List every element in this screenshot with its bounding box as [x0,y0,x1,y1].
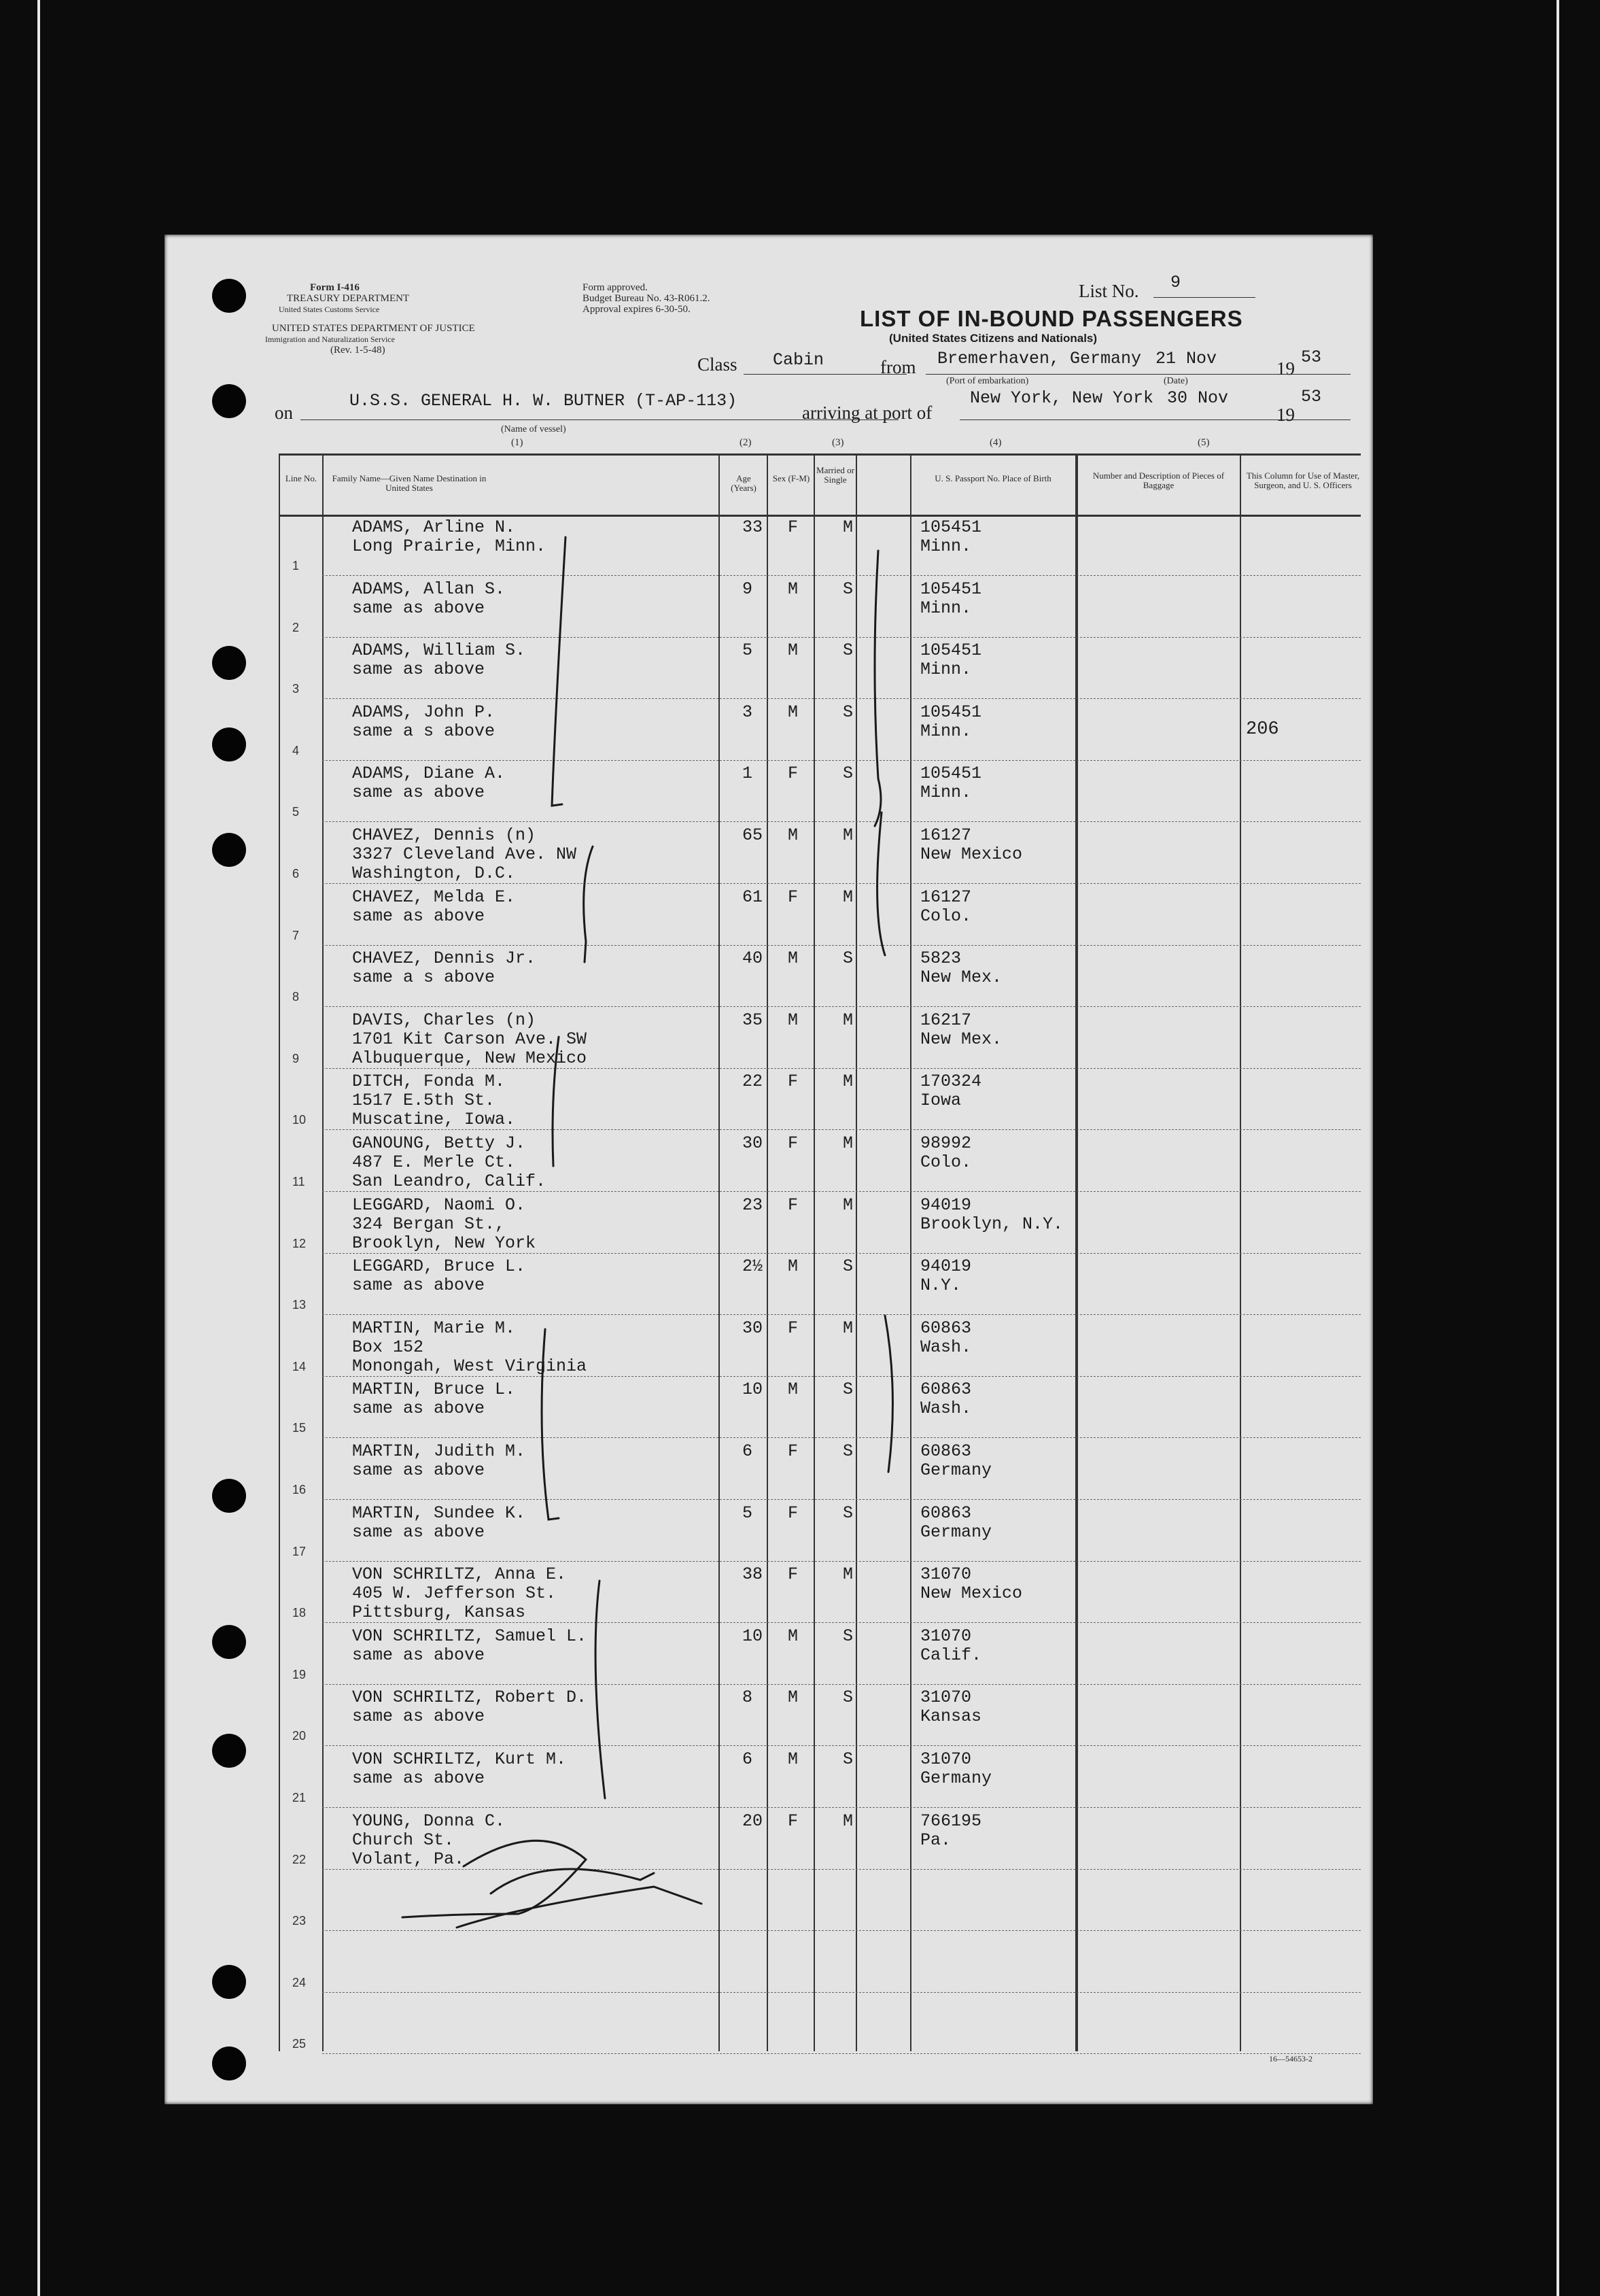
passenger-name: MARTIN, Bruce L. [352,1380,516,1399]
on-label: on [275,402,293,423]
age: 30 [742,1318,763,1338]
place-of-birth: Germany [920,1768,992,1788]
age: 10 [742,1626,763,1646]
passport-number: 5823 [920,948,962,968]
line-number: 2 [292,620,300,634]
passport-number: 60863 [920,1503,972,1523]
sex: M [788,1010,799,1030]
sex: M [788,1256,799,1276]
destination-address: 324 Bergan St., [352,1214,506,1234]
form-approved: Form approved. [582,282,648,293]
age: 5 [742,1503,753,1523]
passport-number: 105451 [920,640,982,660]
marital-status: M [843,1072,854,1091]
place-of-birth: New Mex. [920,967,1003,987]
age: 1 [742,764,753,783]
age: 35 [742,1010,763,1030]
handwritten-marks [164,235,1373,2104]
passport-number: 98992 [920,1133,972,1153]
sex: M [788,579,799,599]
destination-address: San Leandro, Calif. [352,1171,546,1191]
sex: F [788,1564,799,1584]
age: 38 [742,1564,763,1584]
line-number: 9 [292,1051,300,1065]
page-subtitle: (United States Citizens and Nationals) [889,332,1098,345]
sex: F [788,887,799,907]
column-number: (4) [990,437,1002,448]
line-number: 8 [292,989,300,1004]
passenger-name: ADAMS, Diane A. [352,764,506,783]
marital-status: M [843,1564,854,1584]
passport-number: 31070 [920,1564,972,1584]
embarkation-port: Bremerhaven, Germany [937,349,1142,369]
arrival-date: 30 Nov [1167,388,1229,408]
sex: M [788,1380,799,1399]
column-number: (5) [1198,437,1210,448]
destination-address: Box 152 [352,1337,424,1357]
age: 23 [742,1195,763,1215]
destination-address: 3327 Cleveland Ave. NW [352,844,577,864]
destination-address: 405 W. Jefferson St. [352,1583,557,1603]
sex: M [788,702,799,722]
column-number: (1) [511,437,523,448]
passport-number: 60863 [920,1380,972,1399]
sex: F [788,1503,799,1523]
passenger-name: ADAMS, John P. [352,702,495,722]
line-number: 17 [292,1544,307,1558]
destination-address: Monongah, West Virginia [352,1356,587,1376]
bracket-mark [584,846,593,962]
place-of-birth: Calif. [920,1645,982,1665]
age: 22 [742,1072,763,1091]
bracket-mark [595,1581,605,1798]
form-footer: 16—54653-2 [1269,2054,1312,2063]
customs-service: United States Customs Service [279,305,380,314]
passport-number: 105451 [920,579,982,599]
marital-status: M [843,1010,854,1030]
embarkation-date: 21 Nov [1155,349,1217,369]
passport-number: 16217 [920,1010,972,1030]
marital-status: S [843,1749,854,1769]
from-label: from [880,357,916,377]
line-number: 24 [292,1975,307,1989]
year-prefix-1: 19 [1276,358,1295,379]
column-header-married: Married or Single [816,465,854,485]
place-of-birth: New Mex. [920,1029,1003,1049]
sex: M [788,1687,799,1707]
line-number: 23 [292,1913,307,1927]
age: 30 [742,1133,763,1153]
date-caption: (Date) [1164,376,1188,386]
column-number: (3) [832,437,844,448]
marital-status: S [843,948,854,968]
sex: M [788,825,799,845]
line-number: 15 [292,1420,307,1435]
class-label: Class [697,354,737,375]
place-of-birth: Minn. [920,659,972,679]
marital-status: M [843,887,854,907]
destination-address: 1701 Kit Carson Ave. SW [352,1029,587,1049]
sex: F [788,1811,799,1831]
age: 20 [742,1811,763,1831]
list-no-label: List No. [1079,281,1139,301]
destination-address: same as above [352,906,485,926]
destination-address: same as above [352,1768,485,1788]
line-number: 20 [292,1728,307,1743]
film-edge-right [1556,0,1559,2296]
age: 6 [742,1749,753,1769]
column-header-age: Age (Years) [731,473,756,493]
sex: M [788,640,799,660]
marital-status: S [843,1626,854,1646]
passport-number: 31070 [920,1626,972,1646]
sex: F [788,1441,799,1461]
line-number: 7 [292,928,300,942]
line-number: 12 [292,1236,307,1250]
line-number: 16 [292,1482,307,1496]
bracket-mark [553,1037,559,1166]
class-value: Cabin [773,350,824,370]
sex: M [788,1749,799,1769]
passport-number: 31070 [920,1749,972,1769]
column-header-officers: This Column for Use of Master, Surgeon, and U. S. Officers [1246,470,1360,490]
destination-address: Church St. [352,1830,455,1850]
line-number: 22 [292,1852,307,1866]
approval-expires: Approval expires 6-30-50. [582,304,691,315]
destination-address: same as above [352,1645,485,1665]
place-of-birth: Minn. [920,598,972,618]
passenger-name: CHAVEZ, Dennis Jr. [352,948,536,968]
marital-status: S [843,1503,854,1523]
line-number: 11 [292,1174,305,1188]
revision: (Rev. 1-5-48) [330,345,385,356]
destination-address: same as above [352,659,485,679]
line-number: 14 [292,1359,307,1373]
column-header-name: Family Name—Given Name Destination in United States [332,473,487,493]
place-of-birth: Colo. [920,906,972,926]
destination-address: Pittsburg, Kansas [352,1603,526,1622]
column-header-sex: Sex (F-M) [772,473,810,483]
line-number: 13 [292,1297,307,1312]
place-of-birth: New Mexico [920,844,1023,864]
line-number: 19 [292,1667,307,1681]
destination-address: 1517 E.5th St. [352,1091,495,1110]
marital-status: S [843,1380,854,1399]
place-of-birth: Minn. [920,783,972,802]
age: 6 [742,1441,753,1461]
line-number: 5 [292,804,300,819]
passenger-name: MARTIN, Marie M. [352,1318,516,1338]
bracket-mark [552,537,566,806]
line-number: 4 [292,743,300,757]
passport-number: 94019 [920,1195,972,1215]
sex: F [788,1318,799,1338]
place-of-birth: Wash. [920,1337,972,1357]
place-of-birth: New Mexico [920,1583,1023,1603]
passenger-name: DITCH, Fonda M. [352,1072,506,1091]
passenger-name: VON SCHRILTZ, Anna E. [352,1564,567,1584]
passenger-name: MARTIN, Sundee K. [352,1503,526,1523]
destination-address: Volant, Pa. [352,1849,465,1869]
place-of-birth: Brooklyn, N.Y. [920,1214,1064,1234]
marital-status: M [843,1811,854,1831]
passport-number: 60863 [920,1318,972,1338]
bracket-mark [877,812,885,955]
marital-status: S [843,764,854,783]
age: 5 [742,640,753,660]
bracket-mark [885,1316,892,1472]
destination-address: same as above [352,1399,485,1418]
sex: F [788,517,799,537]
passenger-name: VON SCHRILTZ, Samuel L. [352,1626,587,1646]
marital-status: M [843,1318,854,1338]
immigration-service: Immigration and Naturalization Service [265,335,395,344]
line-number: 1 [292,558,300,572]
marital-status: S [843,579,854,599]
place-of-birth: Pa. [920,1830,952,1850]
bracket-mark [542,1329,559,1520]
passport-number: 16127 [920,825,972,845]
marital-status: M [843,517,854,537]
film-edge-left [37,0,40,2296]
column-header-passport: U. S. Passport No. Place of Birth [935,473,1051,483]
year-prefix-2: 19 [1276,405,1295,425]
passenger-name: CHAVEZ, Melda E. [352,887,516,907]
place-of-birth: Iowa [920,1091,962,1110]
line-number: 25 [292,2036,307,2051]
vessel-caption: (Name of vessel) [501,424,566,434]
line-number: 21 [292,1790,307,1804]
year-2: 53 [1301,387,1322,407]
marital-status: S [843,1256,854,1276]
place-of-birth: Germany [920,1522,992,1542]
line-number: 10 [292,1112,307,1127]
place-of-birth: Kansas [920,1707,982,1726]
passport-number: 766195 [920,1811,982,1831]
page-title: LIST OF IN-BOUND PASSENGERS [860,306,1243,331]
arrival-port: New York, New York [970,388,1154,408]
passport-number: 94019 [920,1256,972,1276]
line-number: 18 [292,1605,307,1620]
destination-address: Long Prairie, Minn. [352,536,546,556]
arriving-label: arriving at port of [802,402,933,423]
officer-note: 206 [1246,719,1279,740]
passport-number: 170324 [920,1072,982,1091]
place-of-birth: Wash. [920,1399,972,1418]
form-number: Form I-416 [310,282,360,293]
passenger-name: VON SCHRILTZ, Robert D. [352,1687,587,1707]
bracket-mark [875,551,881,826]
destination-address: same as above [352,1522,485,1542]
department-justice: UNITED STATES DEPARTMENT OF JUSTICE [272,323,475,334]
sex: F [788,1195,799,1215]
passport-number: 60863 [920,1441,972,1461]
column-number: (2) [740,437,752,448]
destination-address: Washington, D.C. [352,863,516,883]
place-of-birth: Minn. [920,536,972,556]
place-of-birth: Minn. [920,721,972,741]
passenger-name: YOUNG, Donna C. [352,1811,506,1831]
sex: F [788,764,799,783]
passenger-name: GANOUNG, Betty J. [352,1133,526,1153]
passport-number: 16127 [920,887,972,907]
destination-address: 487 E. Merle Ct. [352,1152,516,1172]
destination-address: same a s above [352,967,495,987]
age: 40 [742,948,763,968]
marital-status: S [843,1441,854,1461]
destination-address: same a s above [352,721,495,741]
age: 61 [742,887,763,907]
marital-status: S [843,640,854,660]
age: 2½ [742,1256,763,1276]
age: 8 [742,1687,753,1707]
embarkation-caption: (Port of embarkation) [946,376,1029,386]
passport-number: 105451 [920,517,982,537]
passenger-manifest-page [164,235,1373,2104]
place-of-birth: Germany [920,1460,992,1480]
place-of-birth: N.Y. [920,1275,962,1295]
department-treasury: TREASURY DEPARTMENT [287,293,410,304]
place-of-birth: Colo. [920,1152,972,1172]
passenger-name: ADAMS, Arline N. [352,517,516,537]
destination-address: same as above [352,598,485,618]
marital-status: M [843,825,854,845]
destination-address: same as above [352,1460,485,1480]
passenger-name: DAVIS, Charles (n) [352,1010,536,1030]
passenger-name: VON SCHRILTZ, Kurt M. [352,1749,567,1769]
age: 3 [742,702,753,722]
line-number: 3 [292,681,300,696]
passport-number: 31070 [920,1687,972,1707]
passenger-name: CHAVEZ, Dennis (n) [352,825,536,845]
destination-address: Muscatine, Iowa. [352,1110,516,1129]
destination-address: same as above [352,783,485,802]
passenger-name: ADAMS, Allan S. [352,579,506,599]
column-header-line: Line No. [285,473,317,483]
marital-status: S [843,702,854,722]
age: 65 [742,825,763,845]
sex: F [788,1133,799,1153]
marital-status: M [843,1133,854,1153]
column-header-baggage: Number and Description of Pieces of Baggage [1092,470,1225,490]
age: 9 [742,579,753,599]
list-no-value: 9 [1170,273,1181,292]
sex: M [788,948,799,968]
passport-number: 105451 [920,702,982,722]
passenger-name: LEGGARD, Naomi O. [352,1195,526,1215]
age: 10 [742,1380,763,1399]
marital-status: M [843,1195,854,1215]
vessel-name: U.S.S. GENERAL H. W. BUTNER (T-AP-113) [349,391,737,411]
passport-number: 105451 [920,764,982,783]
budget-bureau: Budget Bureau No. 43-R061.2. [582,293,710,304]
destination-address: Brooklyn, New York [352,1233,536,1253]
line-number: 6 [292,866,300,880]
destination-address: same as above [352,1275,485,1295]
year-1: 53 [1301,347,1322,367]
passenger-name: MARTIN, Judith M. [352,1441,526,1461]
destination-address: Albuquerque, New Mexico [352,1048,587,1068]
age: 33 [742,517,763,537]
passenger-name: LEGGARD, Bruce L. [352,1256,526,1276]
sex: M [788,1626,799,1646]
marital-status: S [843,1687,854,1707]
passenger-name: ADAMS, William S. [352,640,526,660]
sex: F [788,1072,799,1091]
destination-address: same as above [352,1707,485,1726]
